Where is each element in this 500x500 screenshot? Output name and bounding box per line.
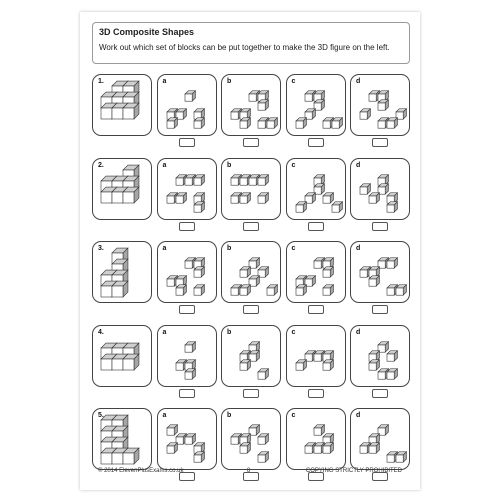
option-letter: a [162, 245, 167, 252]
option-letter: b [227, 412, 232, 419]
q3-c-block-6 [323, 285, 333, 295]
q2-target-block-6 [123, 187, 139, 203]
q2-b-block-5 [240, 193, 250, 203]
option-card-4-b [221, 325, 281, 387]
target-figure-card-4 [92, 325, 152, 387]
q3-c-block-5 [296, 285, 306, 295]
worksheet-instruction: Work out which set of blocks can be put together to make the 3D figure on the left. [99, 43, 390, 52]
q1-c-block-4 [296, 118, 306, 128]
option-letter: b [227, 78, 232, 85]
q5-a-block-3 [167, 443, 177, 453]
option-letter: a [162, 162, 167, 169]
page-footer [98, 468, 402, 480]
option-letter: c [291, 78, 296, 85]
q3-d-block-6 [396, 285, 406, 295]
q5-target-block-8 [123, 448, 139, 464]
option-card-4-d [350, 325, 410, 387]
q4-b-block-3 [240, 360, 250, 370]
answer-box-3-b[interactable] [243, 305, 259, 314]
q1-target-block-7 [123, 103, 139, 119]
q4-c-block-4 [323, 360, 333, 370]
answer-box-1-a[interactable] [179, 138, 195, 147]
option-letter: b [227, 245, 232, 252]
option-letter: d [356, 412, 361, 419]
q5-c-block-4 [323, 443, 333, 453]
q3-c-block-2 [323, 267, 333, 277]
option-card-1-b [221, 74, 281, 136]
option-letter: c [291, 412, 296, 419]
target-figure-card-5 [92, 408, 152, 470]
question-row-4 [92, 325, 408, 401]
target-figure-card-1 [92, 74, 152, 136]
q5-b-block-5 [258, 452, 268, 462]
q1-b-block-7 [267, 118, 277, 128]
q2-c-block-5 [332, 202, 342, 212]
answer-box-2-c[interactable] [308, 222, 324, 231]
q2-a-block-4 [176, 193, 186, 203]
q5-d-block-5 [396, 452, 406, 462]
q2-b-block-3 [258, 175, 268, 185]
q1-b-block-2 [258, 100, 268, 110]
answer-box-2-d[interactable] [372, 222, 388, 231]
target-figure-card-2 [92, 158, 152, 220]
q1-d-block-2 [378, 100, 388, 110]
q2-c-block-3 [323, 193, 333, 203]
q4-a-block-3 [185, 369, 195, 379]
target-figure-card-3 [92, 241, 152, 303]
option-card-1-d [350, 74, 410, 136]
option-card-4-a [157, 325, 217, 387]
worksheet-header [92, 22, 410, 64]
option-card-1-c [286, 74, 346, 136]
option-card-2-b [221, 158, 281, 220]
question-number: 2. [98, 162, 104, 169]
question-row-3 [92, 241, 408, 317]
q4-d-block-3 [369, 360, 379, 370]
answer-box-2-a[interactable] [179, 222, 195, 231]
option-letter: d [356, 245, 361, 252]
answer-box-3-d[interactable] [372, 305, 388, 314]
worksheet-title: 3D Composite Shapes [99, 27, 195, 37]
q5-d-block-3 [369, 443, 379, 453]
option-letter: c [291, 162, 296, 169]
q1-d-block-6 [387, 118, 397, 128]
question-row-1 [92, 74, 408, 150]
q3-d-block-1 [387, 258, 397, 268]
option-card-2-c [286, 158, 346, 220]
option-card-3-d [350, 241, 410, 303]
footer-page-number: 8 [247, 468, 251, 474]
q2-d-block-1 [360, 184, 370, 194]
option-card-3-b [221, 241, 281, 303]
option-letter: a [162, 412, 167, 419]
option-letter: d [356, 162, 361, 169]
answer-box-1-b[interactable] [243, 138, 259, 147]
option-card-5-d [350, 408, 410, 470]
q1-a-block-0 [185, 91, 195, 101]
q4-c-block-3 [296, 360, 306, 370]
q5-b-block-4 [240, 443, 250, 453]
option-card-5-b [221, 408, 281, 470]
answer-box-4-b[interactable] [243, 389, 259, 398]
option-letter: c [291, 329, 296, 336]
question-number: 5. [98, 412, 104, 419]
q5-a-block-5 [194, 452, 204, 462]
option-card-1-a [157, 74, 217, 136]
option-letter: b [227, 162, 232, 169]
option-card-2-a [157, 158, 217, 220]
q3-a-block-5 [176, 285, 186, 295]
q4-target-block-5 [123, 354, 139, 370]
q3-d-block-4 [369, 276, 379, 286]
q3-a-block-6 [194, 285, 204, 295]
q5-a-block-0 [167, 425, 177, 435]
q3-a-block-2 [194, 267, 204, 277]
option-card-3-a [157, 241, 217, 303]
q5-b-block-3 [258, 434, 268, 444]
option-letter: a [162, 329, 167, 336]
q3-target-block-5 [112, 281, 128, 297]
answer-box-1-d[interactable] [372, 138, 388, 147]
q2-a-block-2 [194, 175, 204, 185]
answer-box-4-c[interactable] [308, 389, 324, 398]
answer-box-2-b[interactable] [243, 222, 259, 231]
q1-d-block-3 [360, 109, 370, 119]
question-number: 3. [98, 245, 104, 252]
q1-c-block-6 [332, 118, 342, 128]
q1-a-block-5 [194, 118, 204, 128]
worksheet-page [80, 12, 420, 490]
option-card-4-c [286, 325, 346, 387]
option-card-3-c [286, 241, 346, 303]
footer-copyright: © 2014 ElevenPlusExams.co.uk [98, 468, 184, 474]
option-letter: b [227, 329, 232, 336]
q3-b-block-5 [240, 285, 250, 295]
q2-d-block-3 [369, 193, 379, 203]
q1-a-block-4 [167, 118, 177, 128]
option-card-5-a [157, 408, 217, 470]
answer-box-4-a[interactable] [179, 389, 195, 398]
answer-box-3-a[interactable] [179, 305, 195, 314]
q2-c-block-4 [296, 202, 306, 212]
q5-c-block-0 [314, 425, 324, 435]
q4-d-block-5 [387, 369, 397, 379]
q3-b-block-1 [240, 267, 250, 277]
q2-b-block-6 [258, 193, 268, 203]
question-number: 4. [98, 329, 104, 336]
option-card-2-d [350, 158, 410, 220]
question-row-2 [92, 158, 408, 234]
question-number: 1. [98, 78, 104, 85]
q4-b-block-4 [258, 369, 268, 379]
option-letter: a [162, 78, 167, 85]
footer-notice: COPYING STRICTLY PROHIBITED [305, 468, 402, 474]
q4-d-block-2 [387, 351, 397, 361]
q3-b-block-6 [267, 285, 277, 295]
answer-box-3-c[interactable] [308, 305, 324, 314]
q2-a-block-6 [194, 202, 204, 212]
q2-d-block-5 [387, 202, 397, 212]
option-letter: c [291, 245, 296, 252]
option-card-5-c [286, 408, 346, 470]
answer-box-1-c[interactable] [308, 138, 324, 147]
option-letter: d [356, 78, 361, 85]
q5-a-block-2 [185, 434, 195, 444]
option-letter: d [356, 329, 361, 336]
answer-box-4-d[interactable] [372, 389, 388, 398]
q1-b-block-5 [240, 118, 250, 128]
q4-a-block-0 [185, 342, 195, 352]
